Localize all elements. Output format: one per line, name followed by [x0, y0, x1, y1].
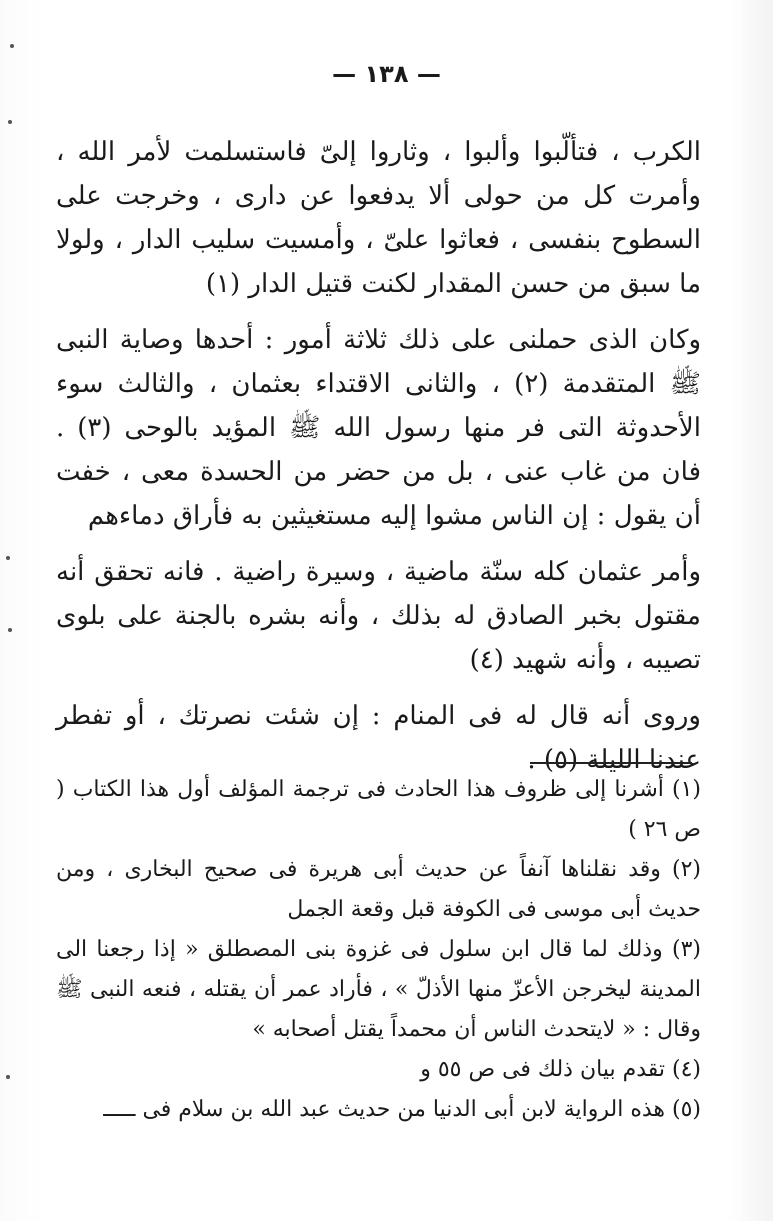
footnotes [56, 770, 701, 1130]
scan-speck [6, 556, 10, 560]
footnote: (٣) وذلك لما قال ابن سلول فى غزوة بنى المصطلق « إذا رجعنا الى المدينة ليخرجن الأعزّ منها الأذلّ » ، فأراد عمر أن يقتله ، فنعه النبى ﷺ وقال : « لايتحدث الناس أن محمداً يقتل أصحابه » [56, 937, 701, 1042]
scan-speck [8, 120, 12, 124]
scan-speck [10, 44, 14, 48]
footnote: (٢) وقد نقلناها آنفاً عن حديث أبى هريرة فى صحيح البخارى ، ومن حديث أبى موسى فى الكوفة قبل وقعة الجمل [56, 857, 701, 922]
scan-speck [8, 628, 12, 632]
paragraph: وكان الذى حملنى على ذلك ثلاثة أمور : أحدها وصاية النبى ﷺ المتقدمة (٢) ، والثانى الاقتداء بعثمان ، والثالث سوء الأحدوثة التى فر منها رسول الله ﷺ المؤيد بالوحى (٣) . فان من غاب عنى ، بل من حضر من الحسدة معى ، خفت أن يقول : إن الناس مشوا إليه مستغيثين به فأراق دماءهم [56, 325, 701, 531]
footnote: (١) أشرنا إلى ظروف هذا الحادث فى ترجمة المؤلف أول هذا الكتاب ( ص ٢٦ ) [56, 777, 701, 842]
footnote: (٤) تقدم بيان ذلك فى ص ٥٥ و [420, 1057, 701, 1082]
paragraph: وروى أنه قال له فى المنام : إن شئت نصرتك ، أو تفطر عندنا الليلة (٥) . [56, 701, 701, 775]
page-number: — ١٣٨ — [332, 60, 441, 88]
paragraph: الكرب ، فتألّبوا وألبوا ، وثاروا إلىّ فاستسلمت لأمر الله ، وأمرت كل من حولى ألا يدفعوا عن دارى ، وخرجت على السطوح بنفسى ، فعاثوا علىّ ، وأمسيت سليب الدار ، ولولا ما سبق من حسن المقدار لكنت قتيل الدار (١) [56, 137, 701, 299]
scan-speck [6, 1075, 10, 1079]
footnote: (٥) هذه الرواية لابن أبى الدنيا من حديث عبد الله بن سلام فى ـــــ [103, 1097, 701, 1122]
main-text [56, 130, 701, 782]
paragraph: وأمر عثمان كله سنّة ماضية ، وسيرة راضية . فانه تحقق أنه مقتول بخبر الصادق له بذلك ، وأنه بشره بالجنة على بلوى تصيبه ، وأنه شهيد (٤) [56, 557, 701, 675]
footnote-divider [530, 762, 692, 764]
